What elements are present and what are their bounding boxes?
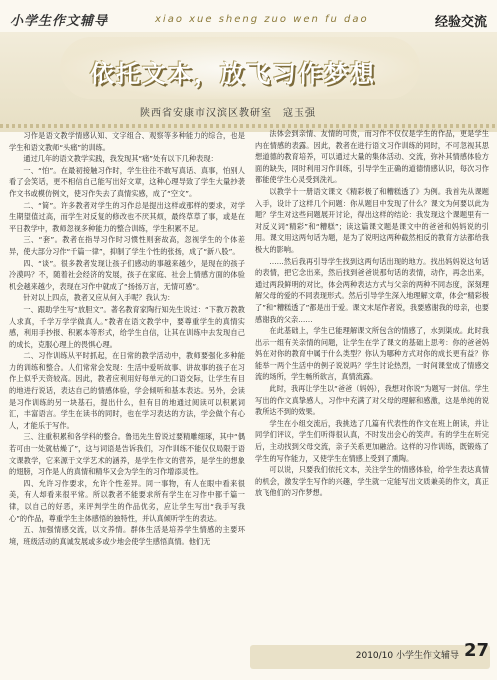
paragraph: 二、“简”。许多教者对学生的习作总是提出这样或那样的要求，对学生期望值过高，而学生对反复的修改也不厌其烦，最终草草了事，或是在平日教学中，教师忽视多种能力的整合训练，学生积累不足。: [9, 200, 245, 233]
paragraph: 学生在小组交流后，我挑选了几篇有代表性的作文在班上朗读，并让同学们评议，学生们听得很认真，不时发出会心的笑声。有的学生在听完后，主动找到父母交流，亲子关系更加融洽。这样的习作训练，既锻炼了学生的写作能力，又使学生在情感上受到了熏陶。: [255, 418, 489, 463]
paragraph: 三、注重积累和各学科的整合。鲁迅先生曾说过要精雕细琢，其中“偶若可由一处就枯燥了”，这与词语是告诉我们，习作训练不能仅仅局限于语文课教学，它来源于文学艺术的涵养，是学生作文的营养，是学生的想象的翅膀，习作是人的真情和精华又会为学生的习作增添灵性。: [9, 432, 245, 477]
paragraph: 二、习作训练从平时抓起，在日常的教学活动中，教师要强化多种能力的训练和整合。人们常常会发现：生活中爱听故事、讲故事的孩子在习作上似乎天资较高。因此，教者应利用好每单元的口语交际，让学生有目的地进行说话，表达自己的情感体验，学会倾听和基本表达。另外，会读是习作训练的另一块基石，提出什么，但有目的地通过阅读可以积累词汇，丰富语言。学生在读书的同时，也在学习表达的方法，学会做个有心人，才能乐于写作。: [9, 351, 245, 430]
article-byline: 陕西省安康市汉滨区教研室 寇玉强: [140, 108, 316, 119]
paragraph: 习作是语文教学情感认知、文字组合、观察等多种能力的综合，也是学生和语文教师“头痛”的训练。: [9, 131, 245, 152]
magazine-pinyin: xiao xue sheng zuo wen fu dao: [155, 14, 369, 25]
paragraph: 通过几年的语文教学实践，我发现其“痛”处有以下几种表现：: [23, 154, 218, 164]
paragraph: 三、“套”。教者在指导习作时习惯性则套故高，忽视学生的个体差异，使大部分习作“千篇一律”，抑制了学生个性的张扬，成了“新八股”。: [9, 235, 245, 256]
paragraph: ……然后我再引导学生找到这两句话出现的地方。找出妈妈说这句话的表情，把它念出来，然后找到爸爸说那句话的表情，动作，再念出来，通过两段鲜明的对比，体会两种表达方式与父亲的两种不同态度，深刻理解父母的爱的不同表现形式。然后引导学生深入地理解文章，体会“精彩极了”和“糟糕透了”都是出于爱。课文末尾作者说，我要感谢我的母亲，也要感谢我的父亲……: [255, 256, 489, 324]
page-number: 27: [463, 640, 489, 661]
paragraph: 一、“怕”。在最初接触习作时，学生往往不敢写真话、真事，怕别人看了会笑话，更不相信自己能写出好文章，这种心理导致了学生大量抄袭作文书或模仿例文，使习作失去了真情实感，成了“空文”。: [9, 165, 245, 198]
paragraph: 可以说，只要我们依托文本，关注学生的情感体验，给学生表达真情的机会，激发学生写作的兴趣，学生就一定能写出文质兼美的作文，真正放飞他们的习作梦想。: [255, 465, 489, 498]
paragraph: 以教学十一册语文课文《精彩极了和糟糕透了》为例。我首先从课题入手，设计了这样几个问题：你从题目中发现了什么？课文为何要以此为题？学生对这些问题展开讨论，得出这样的结论：我发现这个课题里有一对反义词“精彩”和“糟糕”；读这篇课文题是课文中的爸爸和妈妈说的引用。课文用这两句话为题，是为了说明这两种截然相反的教育方法都给我极大的影响。: [255, 186, 489, 254]
paragraph: 法体会到亲情、友情的可贵，而习作不仅仅是学生的作品，更是学生内在情感的表露。因此，教者在进行语文习作训练的同时，不可忽视其思想道德的教育培养，可以通过大量的集体活动、交流，弥补其情感体验方面的缺失，同时利用习作训练，引导学生正确的道德情感认识，每次习作都能使学生心灵受到洗礼。: [255, 129, 489, 185]
paragraph: 一、跟助学生写“放胆文”。著名教育家陶行知先生说过：“下教万教教人求真，千学万学学做真人。”教者在语文教学中，要尊重学生的真情实感，利用手抄报、积累本等形式，给学生自信，让其在训练中去发现自己的成长，克服心理上的畏惧心理。: [9, 304, 245, 349]
section-label: 经验交流: [434, 15, 487, 30]
paragraph: 此时，我再让学生以“爸爸（妈妈），我想对你说”为题写一封信。学生写出的作文真挚感人，习作中充满了对父母的理解和感激，这是单纯的说教所达不到的效果。: [255, 384, 489, 417]
paragraph: 在此基础上，学生已能理解课文所包含的情感了，水到渠成。此时我出示一组有关亲情的问题，让学生在学了课文的基础上思考：你的爸爸妈妈在对你的教育中属于什么类型？你认为哪种方式对你的成长更有益？你能举一两个生活中的例子说说吗？学生讨论热烈，一时间课堂成了情感交流的场所，学生畅所欲言，真情流露。: [255, 326, 489, 382]
right-column: [255, 128, 489, 499]
paragraph: 针对以上四点，教者又应从何入手呢？我认为：: [23, 293, 175, 303]
paragraph: 五、加强情感交流，以文养情。群体生活是培养学生情感的主要环境，班级活动的真诚发展或多或少地会使学生感悟真情。他们无: [9, 525, 245, 546]
magazine-title: 小学生作文辅导: [10, 14, 109, 29]
left-column: [9, 130, 245, 547]
paragraph: 四、“谈”。很多教者发现让孩子们感动的事越来越少，是现在的孩子冷漠吗？不，随着社会经济的发展，孩子在家庭、社会上情感方面的体验机会越来越少，表现在习作中就成了“扬扬万言，无情可感”。: [9, 258, 245, 291]
issue-label: 2010/10 小学生作文辅导: [355, 651, 459, 661]
paragraph: 四、允许习作要求，允许个性差异。同一事物，有人在眼中看来很美，有人却看来很平常。所以教者不能要求所有学生在习作中都千篇一律，以自己的好恶，来评判学生的作品优劣，应让学生写出“我手写我心”的作品，尊重学生主体感悟的独特性，并认真倾听学生的表达。: [9, 478, 245, 523]
article-title: 依托文本，放飞习作梦想: [90, 60, 376, 88]
